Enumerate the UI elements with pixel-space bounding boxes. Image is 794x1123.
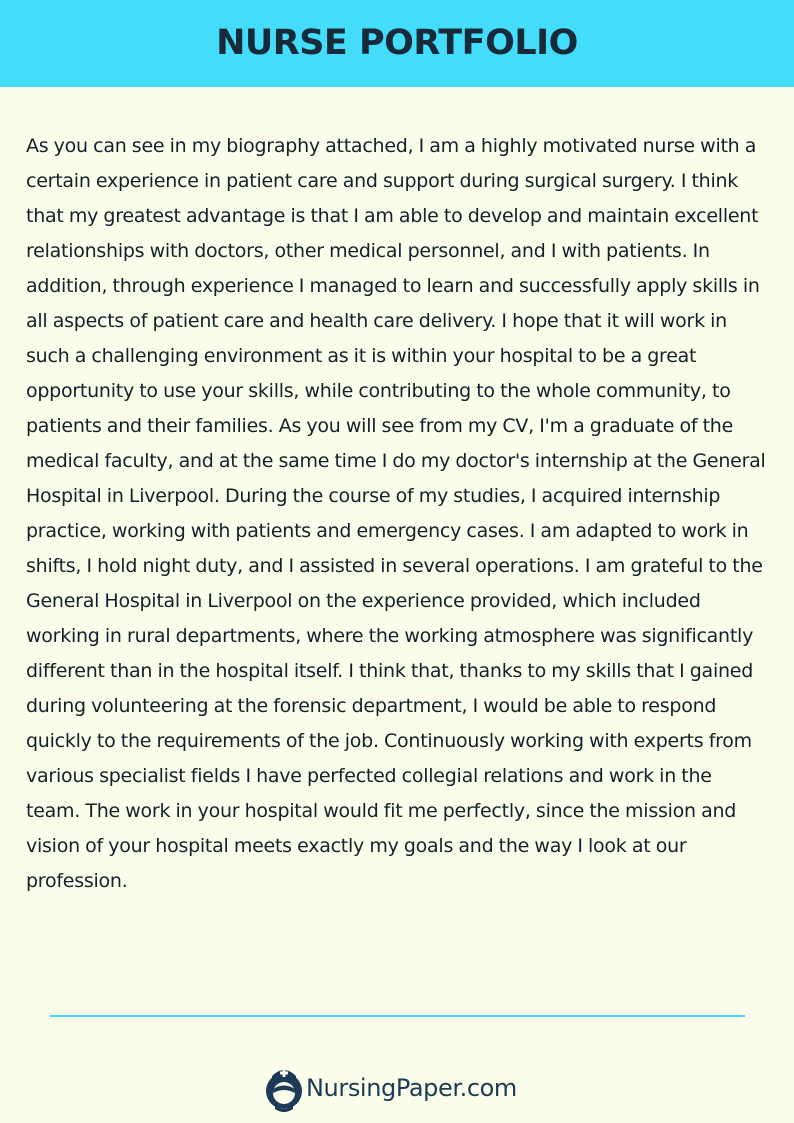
body-paragraph: As you can see in my biography attached, I am a highly motivated nurse with a certain experience in patient care and support during surgical surgery. I think that my greatest advantage is that I am able to develop and maintain excellent relationships with doctors, other medical personnel, and I with patients. In addition, through experience I managed to learn and successfully apply skills in all aspects of patient care and health care delivery. I hope that it will work in such a challenging environment as it is within your hospital to be a great opportunity to use your skills, while contributing to the whole community, to patients and their families. As you will see from my CV, I'm a graduate of the medical faculty, and at the same time I do my doctor's internship at the General Hospital in Liverpool. During the course of my studies, I acquired internship practice, working with patients and emergency cases. I am adapted to work in shifts, I hold night duty, and I assisted in several operations. I am grateful to the General Hospital in Liverpool on the experience provided, which included working in rural departments, where the working atmosphere was significantly different than in the hospital itself. I think that, thanks to my skills that I gained during volunteering at the forensic department, I would be able to respond quickly to the requirements of the job. Continuously working with experts from various specialist fields I have perfected collegial relations and work in the team. The work in your hospital would fit me perfectly, since the mission and vision of your hospital meets exactly my goals and the way I look at our profession. — [26, 135, 766, 892]
footer-divider — [50, 1015, 745, 1017]
header-banner — [0, 0, 794, 87]
nurse-cap-icon — [265, 1062, 303, 1114]
brand-name: NursingPaper.com — [306, 1074, 517, 1102]
brand-logo — [265, 1062, 517, 1114]
page-title: NURSE PORTFOLIO — [216, 22, 578, 63]
